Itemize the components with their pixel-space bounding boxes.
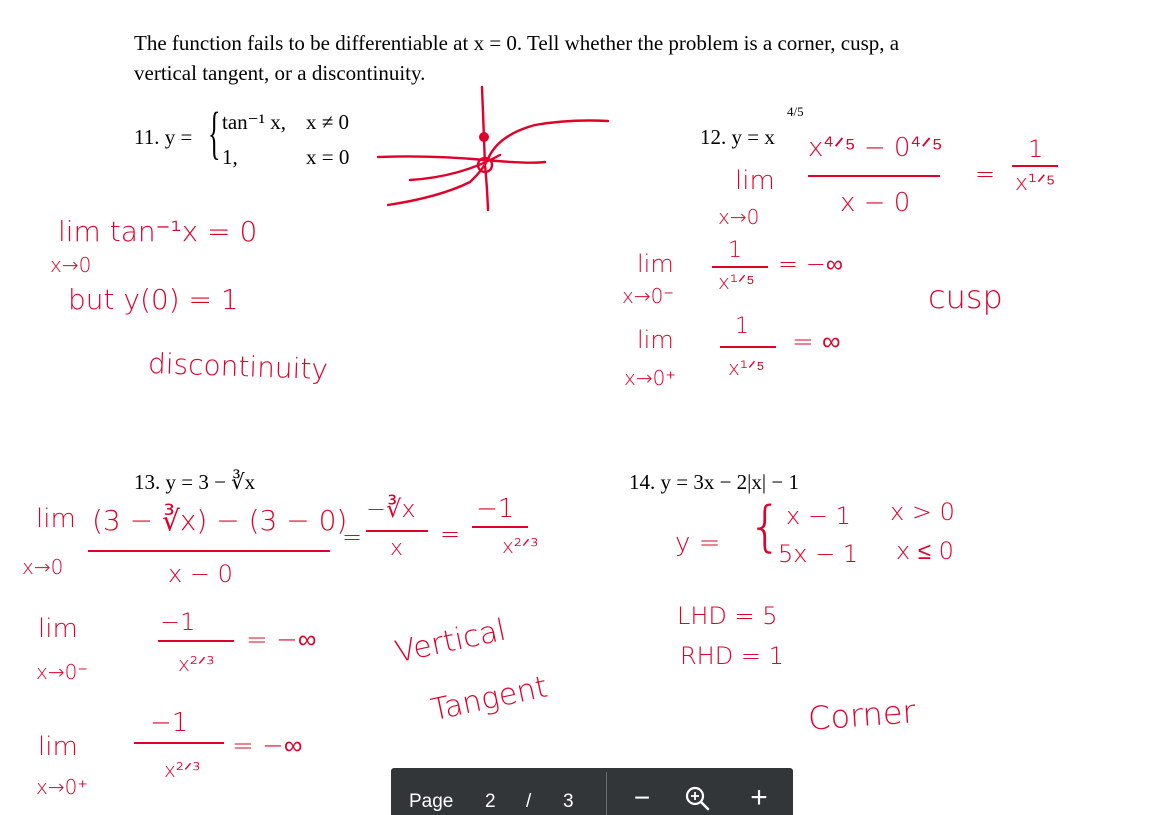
hw-14-brace: { — [748, 495, 783, 558]
hw-12-result-bar — [1012, 165, 1058, 167]
hw-12-lim: lim — [735, 166, 775, 196]
hw-12-quotient-numerator: x⁴ᐟ⁵ − 0⁴ᐟ⁵ — [808, 133, 943, 163]
problem-11-graph-sketch — [370, 85, 620, 215]
hw-12-right-numerator: 1 — [735, 314, 749, 339]
hw-14-case-1: x − 1 — [786, 502, 851, 530]
graph-arctan-curve — [388, 121, 608, 206]
hw-13-right-bar — [134, 742, 224, 744]
hw-12-right-lim-sub: x→0⁺ — [624, 366, 676, 390]
problem-11-case1-fn: tan⁻¹ x, — [222, 110, 287, 134]
hw-14-condition-2: x ≤ 0 — [896, 537, 954, 565]
hw-12-result-denominator: x¹ᐟ⁵ — [1015, 171, 1056, 196]
hw-13-mid-denominator: x — [390, 536, 404, 561]
hw-13-result-bar — [472, 526, 528, 528]
hw-13-left-numerator: −1 — [160, 608, 196, 636]
hw-13-right-numerator: −1 — [150, 708, 189, 738]
hw-12-left-lim: lim — [637, 250, 674, 278]
problem-11-label: 11. y = — [134, 125, 193, 149]
hw-12-result-numerator: 1 — [1028, 135, 1044, 163]
hw-13-mid-bar — [366, 530, 428, 532]
hw-12-left-lim-sub: x→0⁻ — [622, 284, 674, 308]
hw-12-left-bar — [712, 266, 768, 268]
graph-x-axis — [378, 156, 545, 162]
hw-12-left-numerator: 1 — [728, 238, 742, 263]
hw-12-lim-sub: x→0 — [718, 205, 760, 229]
instructions-line-2: vertical tangent, or a discontinuity. — [134, 61, 426, 85]
hw-12-left-value: = −∞ — [778, 250, 843, 278]
instructions-line-1: The function fails to be differentiable at x = 0. Tell whether the problem is a corner, cusp, a — [134, 31, 900, 55]
hw-14-lhd: LHD = 5 — [677, 602, 778, 630]
hw-12-right-lim: lim — [637, 326, 674, 354]
hw-12-fraction-bar — [808, 175, 940, 177]
graph-y-axis — [482, 87, 488, 210]
hw-13-left-lim-sub: x→0⁻ — [36, 660, 88, 684]
problem-14-label: 14. y = 3x − 2|x| − 1 — [629, 470, 799, 494]
hw-14-conclusion: Corner — [806, 692, 917, 738]
hw-13-lim-sub: x→0 — [22, 555, 64, 579]
problem-12-exponent: 4/5 — [787, 104, 804, 119]
hw-13-equals-1: = — [342, 523, 363, 551]
hw-11-but: but y(0) = 1 — [68, 283, 239, 316]
zoom-out-button[interactable] — [626, 782, 658, 814]
hw-13-result-denominator: x²ᐟ³ — [502, 534, 539, 558]
instructions — [134, 28, 899, 88]
hw-12-quotient-denominator: x − 0 — [840, 188, 911, 218]
graph-filled-point — [479, 132, 489, 142]
magnifier-plus-icon — [684, 785, 710, 811]
hw-12-left-denominator: x¹ᐟ⁵ — [718, 270, 755, 294]
current-page-field[interactable]: 2 — [485, 791, 496, 812]
problem-11-case1-cond: x ≠ 0 — [306, 110, 350, 134]
hw-13-conclusion-vertical: Vertical — [392, 612, 510, 671]
hw-12-conclusion: cusp — [928, 278, 1003, 316]
hw-13-left-denominator: x²ᐟ³ — [178, 652, 215, 676]
hw-11-limit-sub: x→0 — [50, 253, 92, 277]
hw-14-case-2: 5x − 1 — [778, 540, 859, 568]
toolbar-divider — [606, 772, 607, 815]
hw-13-denominator: x − 0 — [168, 560, 233, 588]
zoom-out-icon: − — [633, 782, 651, 813]
problem-13-label: 13. y = 3 − ∛x — [134, 470, 256, 494]
hw-13-conclusion-tangent: Tangent — [428, 669, 551, 729]
problem-12-label: 12. y = x — [700, 125, 775, 149]
zoom-fit-button[interactable] — [681, 782, 713, 814]
hw-13-numerator: (3 − ∛x) − (3 − 0) — [92, 504, 348, 537]
hw-13-left-value: = −∞ — [246, 625, 317, 655]
hw-13-result-numerator: −1 — [476, 494, 515, 524]
hw-13-lim: lim — [36, 504, 76, 534]
hw-11-conclusion: discontinuity — [147, 346, 329, 387]
hw-12-right-bar — [720, 346, 776, 348]
hw-13-left-lim: lim — [38, 614, 78, 644]
hw-14-y-equals: y = — [675, 528, 721, 558]
hw-13-fraction-bar — [88, 550, 330, 552]
zoom-in-button[interactable] — [743, 782, 775, 814]
page-separator: / — [526, 791, 532, 812]
hw-14-condition-1: x > 0 — [890, 498, 955, 526]
hw-13-right-denominator: x²ᐟ³ — [164, 758, 201, 782]
total-pages: 3 — [563, 791, 574, 812]
hw-13-right-lim-sub: x→0⁺ — [36, 775, 88, 799]
hw-13-right-value: = −∞ — [232, 731, 303, 761]
problem-11-case2-fn: 1, — [222, 145, 238, 169]
hw-12-right-value: = ∞ — [792, 327, 841, 357]
hw-12-equals: = — [975, 160, 996, 188]
hw-11-limit: lim tan⁻¹x = 0 — [58, 215, 258, 248]
hw-14-rhd: RHD = 1 — [680, 642, 784, 670]
hw-13-equals-2: = — [440, 520, 461, 548]
problem-11-brace: { — [208, 100, 221, 165]
hw-13-mid-numerator: −∛x — [366, 495, 416, 523]
page-label: Page — [409, 791, 454, 812]
hw-13-right-lim: lim — [38, 732, 78, 762]
pdf-viewer-toolbar — [391, 768, 793, 815]
hw-13-left-bar — [158, 640, 234, 642]
hw-12-right-denominator: x¹ᐟ⁵ — [728, 356, 765, 380]
problem-11-case2-cond: x = 0 — [306, 145, 350, 169]
zoom-in-icon: + — [750, 781, 768, 814]
